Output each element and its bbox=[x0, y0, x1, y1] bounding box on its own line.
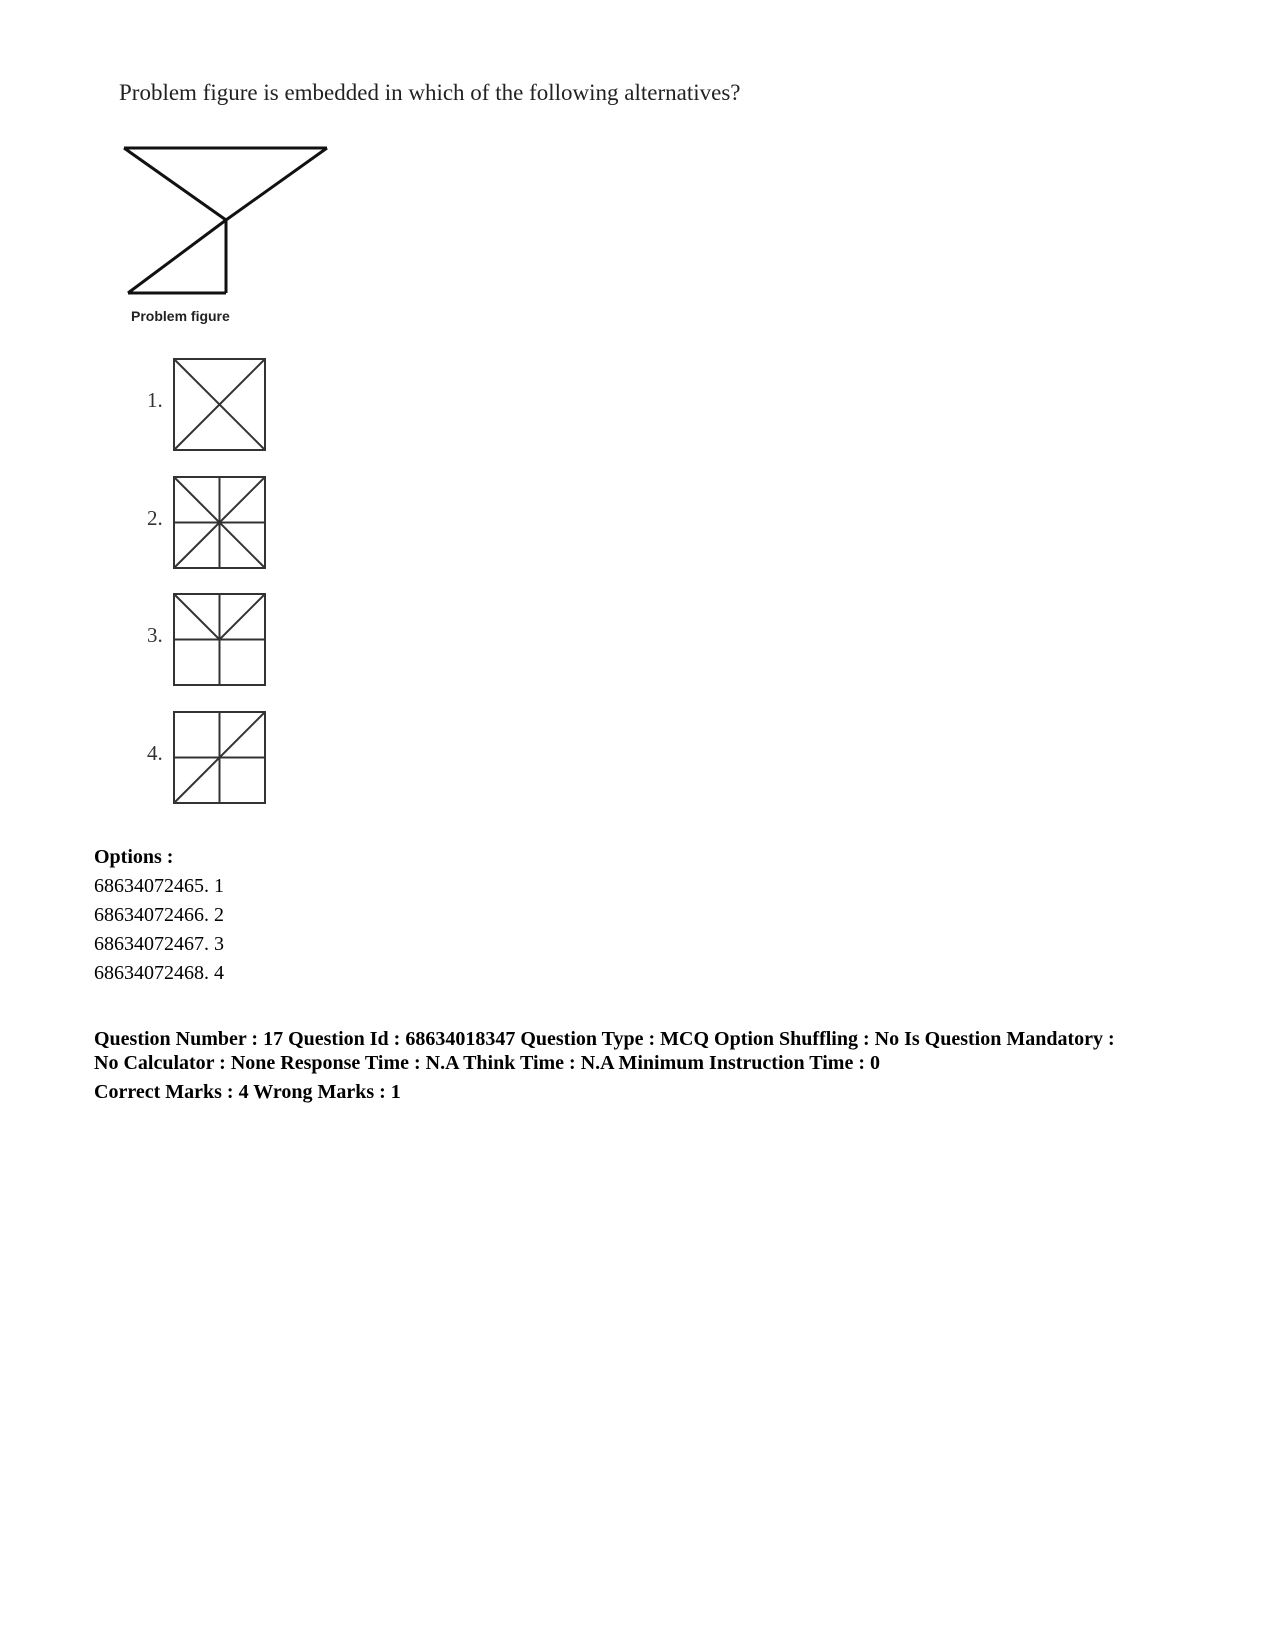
options-block bbox=[94, 843, 224, 988]
alternative-1-label: 1. bbox=[147, 388, 163, 412]
figure-lower-diagonal bbox=[128, 220, 226, 293]
alternative-3-figure bbox=[172, 592, 268, 688]
question-marks: Correct Marks : 4 Wrong Marks : 1 bbox=[94, 1081, 401, 1103]
question-meta-line-1: Question Number : 17 Question Id : 68634018347 Question Type : MCQ Option Shuffling : No Is Question Mandatory : bbox=[94, 1028, 1115, 1050]
option-item-3: 68634072467. 3 bbox=[94, 933, 224, 955]
options-heading: Options : bbox=[94, 846, 174, 868]
alternative-3-label: 3. bbox=[147, 623, 163, 647]
alternative-2-figure bbox=[172, 475, 268, 571]
figure-right-diagonal bbox=[226, 148, 327, 220]
figure-left-diagonal bbox=[124, 148, 226, 220]
question-meta bbox=[94, 1027, 1224, 1104]
option-item-4: 68634072468. 4 bbox=[94, 962, 224, 984]
option-item-1: 68634072465. 1 bbox=[94, 875, 224, 897]
question-meta-line-2: No Calculator : None Response Time : N.A Think Time : N.A Minimum Instruction Time : 0 bbox=[94, 1052, 880, 1074]
figure-caption: Problem figure bbox=[131, 308, 230, 324]
problem-figure bbox=[118, 141, 332, 301]
alternative-4-figure bbox=[172, 710, 268, 806]
alternative-4-label: 4. bbox=[147, 741, 163, 765]
alternative-1-figure bbox=[172, 357, 268, 453]
question-text: Problem figure is embedded in which of the following alternatives? bbox=[119, 80, 741, 105]
option-item-2: 68634072466. 2 bbox=[94, 904, 224, 926]
alternative-2-label: 2. bbox=[147, 506, 163, 530]
